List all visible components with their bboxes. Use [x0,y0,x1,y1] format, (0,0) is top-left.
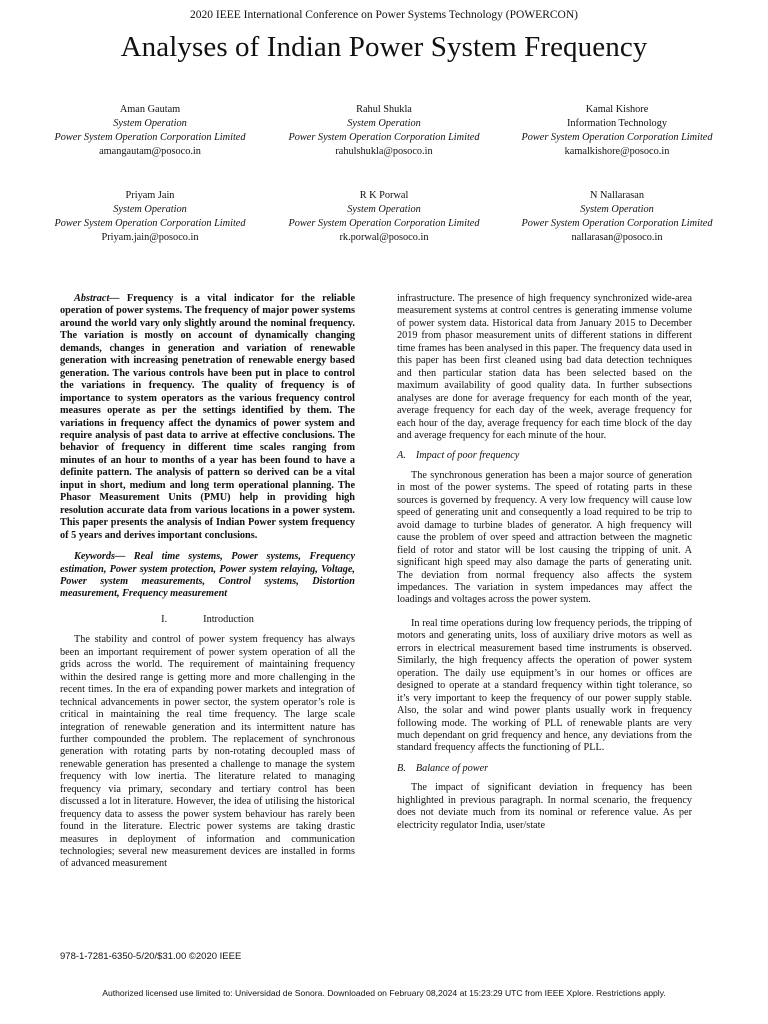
author-block [45,103,255,159]
author-dept: System Operation [347,204,421,215]
abstract-text: Frequency is a vital indicator for the reliable operation of power systems. The frequency of major power systems around the world vary only slightly around the nominal frequency. The variation is mostly on account of dynamically changing demands, changes in generation and variation of renewable generation with increasing penetration of renewable energy based generation. The various controls have been put in place to control the variations in frequency. The quality of frequency is of importance to system operators as the various frequency control measures operate as per the settings identified by them. The variations in frequency affect the dynamics of power system and require analysis of past data to arrive at effective conclusions. The behavior of frequency in different time scales ranging from minutes of an hour to months of a year has been found to have a definite pattern. The analysis of pattern so derived can be a vital input in short, medium and long term operational planning. The Phasor Measurement Units (PMU) help in providing high resolution accurate data from various locations in a power system. This paper presents the analysis of Indian Power system frequency of 5 years and derives important conclusions. [60,293,355,541]
author-dept: System Operation [113,118,187,129]
author-name: Rahul Shukla [356,104,412,115]
author-block [512,103,722,159]
keywords [60,551,355,601]
subsection-title: Impact of poor frequency [415,450,520,462]
abstract-label: Abstract— [74,293,120,304]
author-email: kamalkishore@posoco.in [564,146,670,157]
license-footer: Authorized licensed use limited to: Universidad de Sonora. Downloaded on February 08,2024 at 15:23:29 UTC from IEEE Xplore. Restrictions apply. [102,988,666,998]
author-org: Power System Operation Corporation Limited [521,218,713,229]
author-email: rahulshukla@posoco.in [335,146,433,157]
author-block [279,103,489,159]
author-email: nallarasan@posoco.in [571,232,663,243]
section-heading [60,614,355,626]
author-dept: System Operation [347,118,421,129]
author-dept: System Operation [580,204,654,215]
subsection-heading [397,763,692,775]
subsection-title: Balance of power [415,762,489,774]
abstract [60,293,355,542]
author-dept: System Operation [113,204,187,215]
isbn-line: 978-1-7281-6350-5/20/$31.00 ©2020 IEEE [60,951,242,962]
subsection-label: B. [397,762,406,774]
paragraph: In real time operations during low frequency periods, the tripping of motors and generating units, loss of auxiliary drive motors as well as errors in electrical measurement based time instruments is observed. Similarly, the high frequency affects the operation of power system operation. The daily use equipment’s in our homes or offices are designed to operate at a standard frequency within tight tolerance, so it’s very important to keep the frequency of our power supply stable. Also, the solar and wind power plants usually work in frequency following mode. The working of PLL of renewable plants are very much dependant on grid frequency and hence, any deviations from the standard frequency affects the functioning of PLL. [397,617,692,754]
author-org: Power System Operation Corporation Limited [54,218,246,229]
keywords-label: Keywords— [74,551,126,563]
author-name: Priyam Jain [125,190,175,201]
section-title: Introduction [203,613,254,625]
author-name: R K Porwal [359,190,409,201]
author-email: Priyam.jain@posoco.in [101,232,199,243]
subsection-heading [397,450,692,462]
author-name: Kamal Kishore [585,104,649,115]
author-block [45,189,255,245]
author-org: Power System Operation Corporation Limited [54,132,246,143]
paragraph: The stability and control of power system frequency has always been an important requirement of power system operation of all the grids across the world. The requirement of maintaining frequency within the desired range is getting more and more challenging in the recent times. In the era of expanding power markets and integration of technical advancements in power sector, the system operator’s role is critical in maintaining the real time frequency. The large scale integration of renewable generation and its intermittent nature has further compounded the problem. The replacement of synchronous generation with rotating parts by non-rotating decoupled mass of renewable generation has presented a challenge to manage the system frequency with low inertia. The literature related to managing frequency via primary, secondary and tertiary control has been discussed a lot in literature. However, the idea of utilising the historical frequency data to assess the power system behaviour has rarely been found in the literature. Electric power systems are taking drastic measures in deployment of information and communication technologies; several new measurement devices are installed in forms of advanced measurement [60,634,355,870]
paragraph: The impact of significant deviation in frequency has been highlighted in previous paragraph. In normal scenario, the frequency does not deviate much from its nominal or reference value. As per electricity regulator India, user/state [397,782,692,831]
author-org: Power System Operation Corporation Limited [288,218,480,229]
paragraph: The synchronous generation has been a major source of generation in most of the power systems. The speed of rotating parts in these sources is governed by frequency. A very low frequency will cause low speed of generating unit and consequently a load required to be trip to avoid damage to turbine blades of generator. A high frequency will cause the problem of over speed and attraction between the magnetic field of rotor and stator will be lost causing the tripping of unit. A significant high speed may also damage the parts of generating unit. The deviation from normal frequency also affects the system impedances. The variation in system impedances may affect the loadings and voltages across the power system. [397,469,692,606]
right-column [397,293,692,832]
author-dept: Information Technology [566,118,668,129]
author-name: N Nallarasan [589,190,645,201]
subsection-label: A. [397,450,406,462]
left-column [60,293,355,871]
section-number: I. [161,613,168,625]
paper-title: Analyses of Indian Power System Frequency [120,31,648,63]
author-block [279,189,489,245]
author-email: rk.porwal@posoco.in [339,232,429,243]
paragraph: infrastructure. The presence of high frequency synchronized wide-area measurement systems at control centres is generating immense volume of power system data. Historical data from January 2015 to December 2019 from phasor measurement units of different stations in different time frames has been analysed in this paper. The frequency data used in this paper has been first cleaned using bad data detection techniques and then particular station data has been selected based on the maximum availability of good quality data. In further subsections analyses are done for average frequency for each month of the year, average frequency for each day of the week, average frequency for each hour of the day, average frequency for each time block of the day and average frequency for each minute of the hour. [397,293,692,441]
author-org: Power System Operation Corporation Limited [288,132,480,143]
author-name: Aman Gautam [119,104,181,115]
author-org: Power System Operation Corporation Limited [521,132,713,143]
author-email: amangautam@posoco.in [99,146,201,157]
keywords-text: Real time systems, Power systems, Frequency estimation, Power system protection, Power system relaying, Voltage, Power system measurements, Control systems, Distortion measurement, Frequency measurement [60,551,355,600]
conference-header: 2020 IEEE International Conference on Power Systems Technology (POWERCON) [190,9,578,21]
author-block [512,189,722,245]
